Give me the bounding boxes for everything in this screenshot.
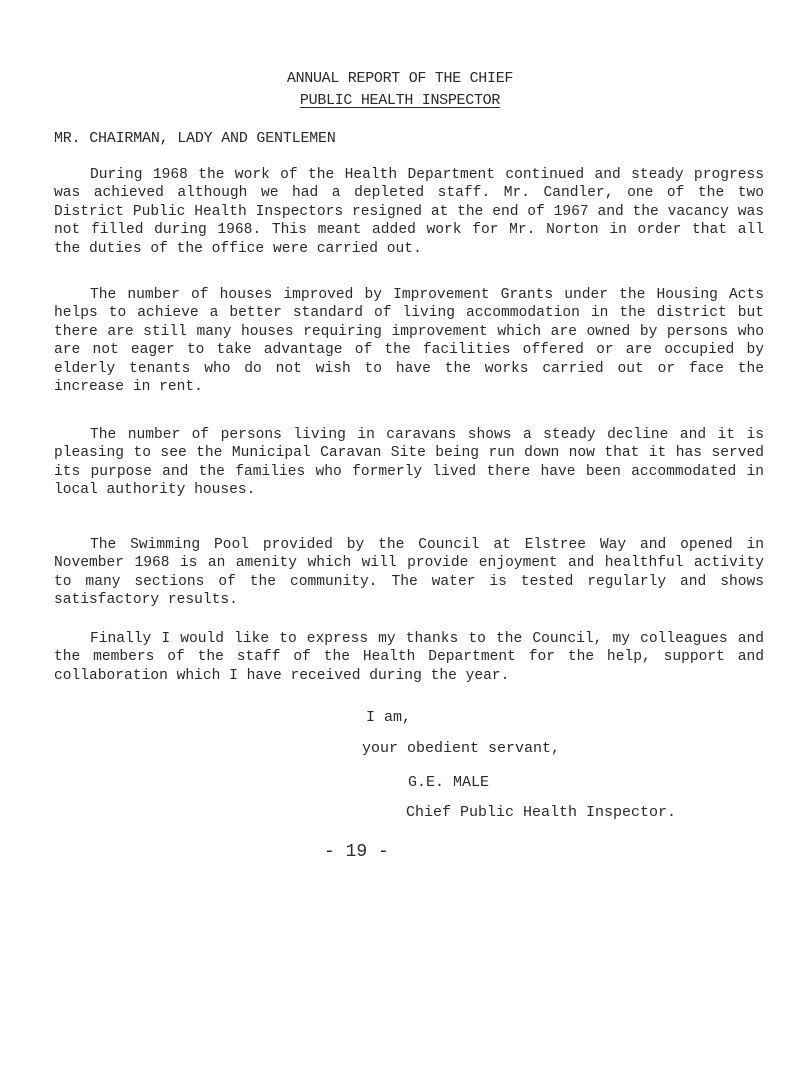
closing-i-am: I am,	[366, 709, 412, 726]
salutation: MR. CHAIRMAN, LADY AND GENTLEMEN	[54, 130, 336, 147]
signature-name: G.E. MALE	[408, 774, 490, 791]
report-title-line-1: ANNUAL REPORT OF THE CHIEF	[286, 70, 514, 87]
paragraph-swimming-pool: The Swimming Pool provided by the Council at Elstree Way and opened in November 1968 is an amenity which will provide enjoyment and healthful activity to many sections of the community. The water is tested regularly and shows satisfactory results.	[54, 537, 764, 609]
paragraph-thanks: Finally I would like to express my thanks to the Council, my colleagues and the members of the staff of the Health Department for the help, support and collaboration which I have received during the year.	[54, 631, 764, 684]
signature-position: Chief Public Health Inspector.	[406, 804, 677, 821]
paragraph-staffing: During 1968 the work of the Health Department continued and steady progress was achieved although we had a depleted staff. Mr. Candler, one of the two District Public Health Inspectors resigned at the end of 1967 and the vacancy was not filled during 1968. This meant added work for Mr. Norton in order that all the duties of the office were carried out.	[54, 167, 764, 257]
report-title-line-2	[0, 92, 800, 110]
closing-obedient-servant: your obedient servant,	[362, 740, 561, 757]
paragraph-caravans: The number of persons living in caravans shows a steady decline and it is pleasing to see the Municipal Caravan Site being run down now that it has served its purpose and the families who formerly lived there have been accommodated in local authority houses.	[54, 427, 764, 499]
paragraph-housing-grants: The number of houses improved by Improvement Grants under the Housing Acts helps to achieve a better standard of living accommodation in the district but there are still many houses requiring improvement which are owned by persons who are not eager to take advantage of the facilities offered or are occupied by elderly tenants who do not wish to have the works carried out or face the increase in rent.	[54, 287, 764, 396]
report-title-underlined: PUBLIC HEALTH INSPECTOR	[299, 92, 501, 109]
page-number: - 19 -	[324, 842, 389, 862]
